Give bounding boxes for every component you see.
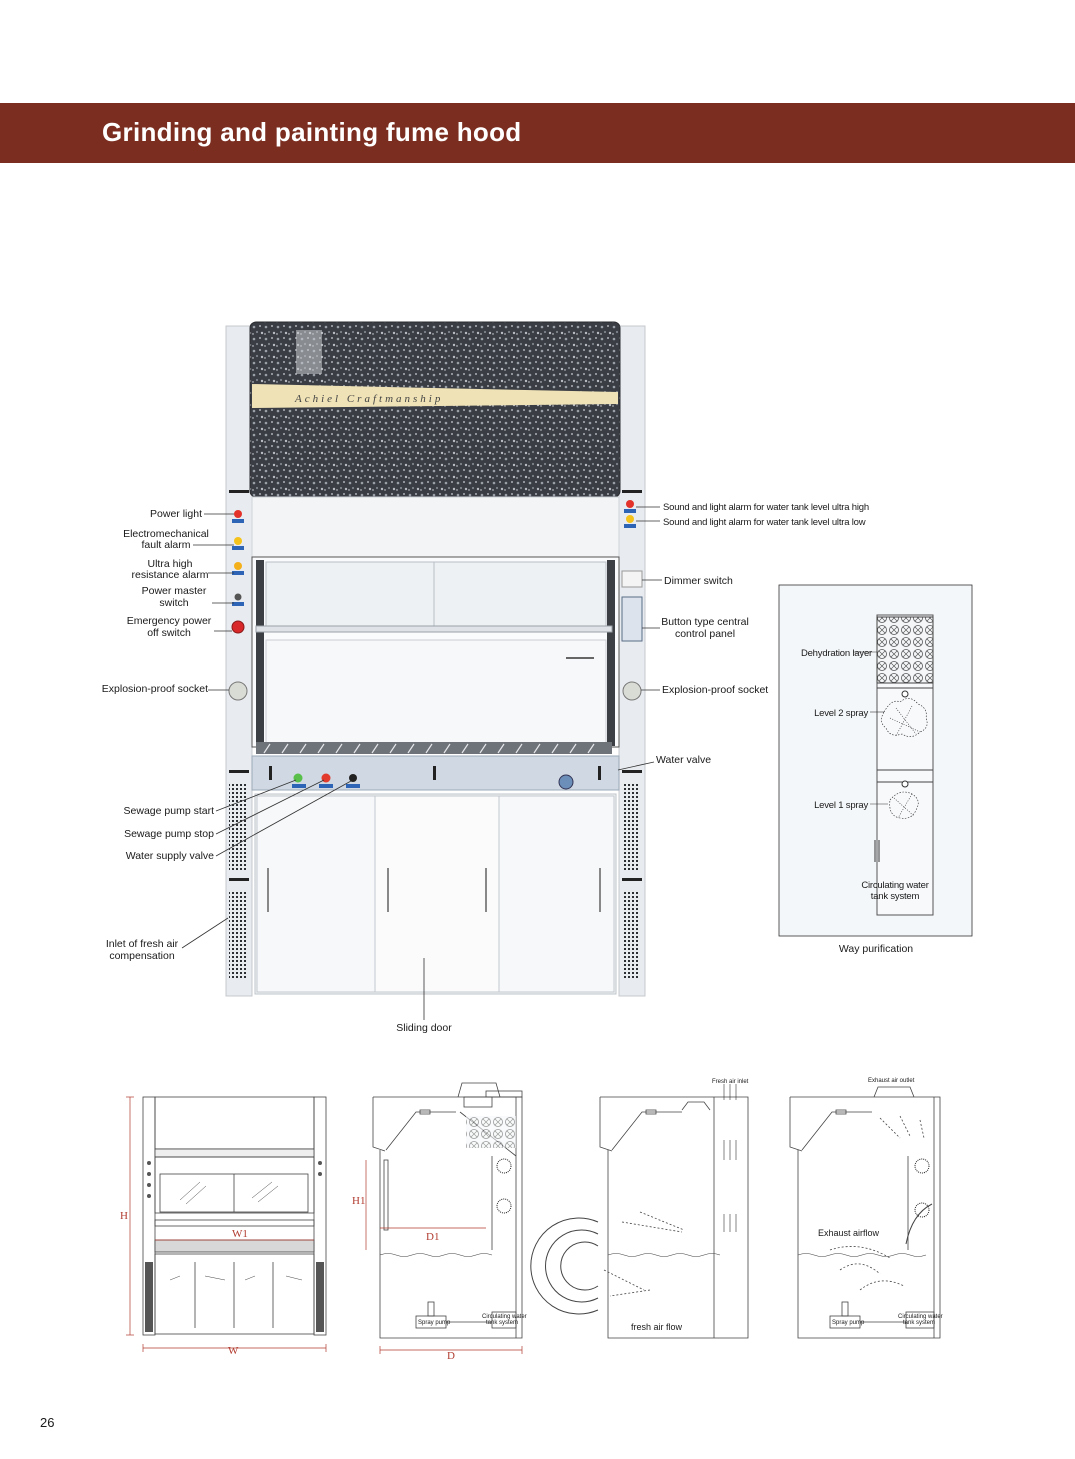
fresh-air-inlet-label-1: Inlet of fresh air (105, 938, 179, 950)
level-low-alarm-icon (626, 515, 634, 523)
exhaust-airflow-label: Exhaust airflow (818, 1228, 880, 1238)
emergency-off-label-1: Emergency power (126, 615, 212, 627)
sliding-door-label: Sliding door (396, 1022, 452, 1034)
tank-label-d4-1: Circulating water (898, 1314, 943, 1320)
level-low-alarm-label: Sound and light alarm for water tank level ultra low (663, 517, 866, 528)
sewage-pump-start-button[interactable] (294, 774, 303, 783)
level-high-alarm-label: Sound and light alarm for water tank level ultra high (663, 502, 869, 513)
fresh-air-inlet-drawing-label: Fresh air inlet (712, 1079, 749, 1085)
tank-label-d2-1: Circulating water (482, 1314, 527, 1320)
tank-label-d2-2: tank system (485, 1320, 518, 1326)
pump-start-label: Sewage pump start (123, 805, 214, 817)
water-valve-knob[interactable] (559, 775, 573, 789)
master-switch-label-1: Power master (141, 585, 207, 597)
dimmer-switch-label: Dimmer switch (664, 575, 733, 587)
control-panel[interactable] (622, 597, 642, 641)
power-master-switch[interactable] (235, 594, 242, 601)
water-supply-valve-knob[interactable] (349, 774, 357, 782)
spray-pump-label-2: Spray pump (832, 1320, 865, 1326)
sewage-pump-stop-button[interactable] (322, 774, 331, 783)
water-supply-label: Water supply valve (125, 850, 214, 862)
dim-h: H (120, 1210, 128, 1222)
page-title: Grinding and painting fume hood (102, 117, 522, 147)
right-socket-icon (623, 682, 641, 700)
right-socket-label: Explosion-proof socket (662, 684, 769, 696)
emergency-off-button[interactable] (232, 621, 244, 633)
fault-alarm-icon (234, 537, 242, 545)
fresh-air-flow-label: fresh air flow (631, 1322, 683, 1332)
purification-caption: Way purification (838, 943, 914, 955)
dim-d1: D1 (426, 1231, 440, 1243)
dehydration-layer-label: Dehydration layer (800, 648, 872, 659)
level-high-alarm-icon (626, 500, 634, 508)
brand-band: Achiel Craftmanship (295, 393, 444, 405)
spray-pump-label-1: Spray pump (418, 1320, 451, 1326)
emergency-off-label-2: off switch (147, 627, 191, 639)
fresh-air-inlet-label-2: compensation (109, 950, 175, 962)
dim-d: D (447, 1350, 455, 1362)
dimmer-switch[interactable] (622, 571, 642, 587)
left-socket-label: Explosion-proof socket (101, 683, 208, 695)
level1-spray-label: Level 1 spray (814, 800, 868, 811)
tank-system-label-2: tank system (870, 891, 920, 902)
fault-alarm-label-2: fault alarm (141, 539, 191, 551)
tank-label-d4-2: tank system (902, 1320, 935, 1326)
tank-system-label-1: Circulating water (861, 880, 929, 891)
exhaust-outlet-label: Exhaust air outlet (868, 1078, 915, 1084)
water-valve-label: Water valve (656, 754, 712, 766)
control-panel-label-2: control panel (674, 628, 736, 640)
level2-spray-label: Level 2 spray (814, 708, 868, 719)
dim-w: W (228, 1345, 239, 1357)
resistance-alarm-icon (234, 562, 242, 570)
power-light-icon (234, 510, 242, 518)
power-light-label: Power light (150, 508, 202, 520)
fault-alarm-label-1: Electromechanical (123, 528, 209, 540)
resistance-alarm-label-2: resistance alarm (131, 569, 209, 581)
dim-w1: W1 (232, 1228, 248, 1240)
dim-h1: H1 (352, 1195, 366, 1207)
master-switch-label-2: switch (159, 597, 189, 609)
pump-stop-label: Sewage pump stop (124, 828, 214, 840)
left-socket-icon (229, 682, 247, 700)
resistance-alarm-label-1: Ultra high (147, 558, 193, 570)
control-panel-label-1: Button type central (661, 616, 749, 628)
page-number: 26 (40, 1415, 55, 1430)
